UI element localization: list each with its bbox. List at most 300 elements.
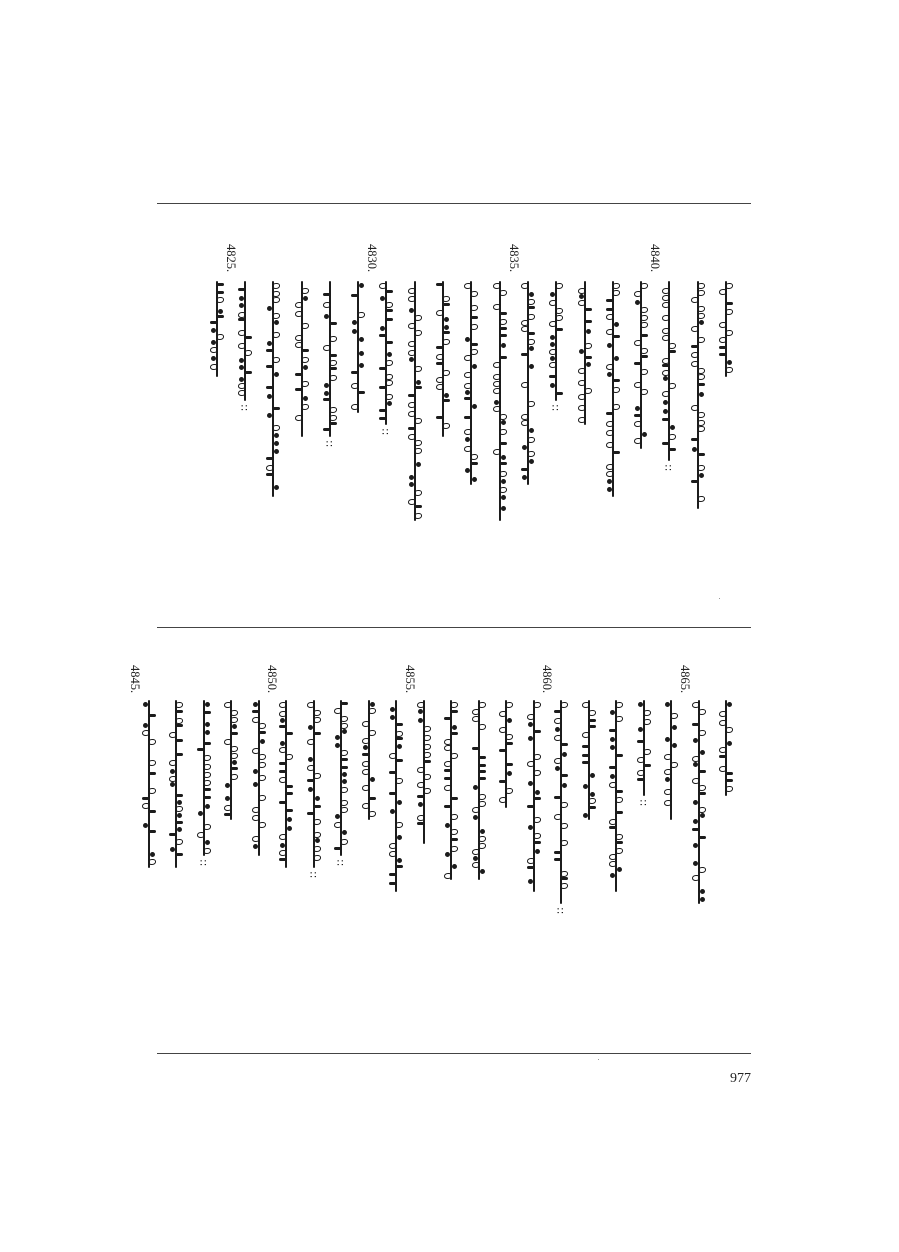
script-letter xyxy=(323,302,331,308)
script-letter xyxy=(670,762,678,768)
script-letter xyxy=(379,367,386,370)
script-letter xyxy=(176,853,183,856)
verse-line xyxy=(307,700,321,878)
script-letter xyxy=(521,420,529,426)
script-letter xyxy=(555,727,560,732)
script-letter xyxy=(218,309,223,314)
script-letter xyxy=(451,710,458,713)
script-letter xyxy=(529,346,534,351)
script-letter xyxy=(239,365,244,370)
script-glyphs xyxy=(719,700,733,796)
script-letter xyxy=(606,471,614,477)
script-letter xyxy=(499,471,507,477)
script-letter xyxy=(442,339,450,345)
script-letter xyxy=(719,720,727,726)
script-letter xyxy=(609,766,616,769)
script-letter xyxy=(245,371,252,374)
script-letter xyxy=(578,380,586,386)
script-letter xyxy=(238,383,246,389)
script-glyphs xyxy=(692,700,706,904)
verse-line xyxy=(664,700,678,820)
script-letter xyxy=(521,283,529,289)
script-letter xyxy=(480,869,485,874)
script-letter xyxy=(274,372,279,377)
script-letter xyxy=(586,362,591,367)
script-glyphs xyxy=(142,700,156,868)
verse-line xyxy=(279,700,293,868)
script-letter xyxy=(285,754,293,760)
script-letter xyxy=(725,367,733,373)
script-letter xyxy=(224,739,232,745)
script-letter xyxy=(607,343,612,348)
script-letter xyxy=(549,362,557,368)
script-letter xyxy=(329,415,337,421)
script-letter xyxy=(561,774,568,777)
script-letter xyxy=(479,764,486,767)
script-letter xyxy=(362,761,370,767)
script-letter xyxy=(225,796,230,801)
script-letter xyxy=(217,291,224,294)
script-letter xyxy=(279,858,286,861)
verse-line xyxy=(606,281,620,497)
script-letter xyxy=(359,363,364,368)
script-letter xyxy=(607,487,612,492)
script-letter xyxy=(451,797,458,800)
script-letter xyxy=(662,335,670,341)
script-letter xyxy=(224,702,232,708)
script-letter xyxy=(465,337,470,342)
script-letter xyxy=(554,735,562,741)
script-letter xyxy=(528,736,533,741)
script-letter xyxy=(260,739,265,744)
script-letter xyxy=(287,817,292,822)
script-letter xyxy=(408,434,416,440)
script-letter xyxy=(609,826,616,829)
script-letter xyxy=(442,296,450,302)
script-letter xyxy=(417,702,425,708)
verse-end-mark: :: xyxy=(379,428,393,436)
script-letter xyxy=(691,361,699,367)
script-letter xyxy=(699,792,706,795)
script-letter xyxy=(560,802,568,808)
script-letter xyxy=(533,754,541,760)
script-letter xyxy=(494,400,499,405)
script-letter xyxy=(286,732,293,735)
script-letter xyxy=(303,296,308,301)
script-letter xyxy=(307,779,314,782)
script-letter xyxy=(478,702,486,708)
verse-line xyxy=(719,281,733,377)
script-letter xyxy=(359,337,364,342)
script-letter xyxy=(612,283,620,289)
script-letter xyxy=(663,409,668,414)
verse-line xyxy=(389,700,403,892)
script-letter xyxy=(359,283,364,288)
script-letter xyxy=(307,739,315,745)
script-letter xyxy=(472,849,480,855)
script-letter xyxy=(362,803,370,809)
script-stem xyxy=(313,700,315,868)
script-letter xyxy=(149,810,156,813)
script-letter xyxy=(390,715,395,720)
script-letter xyxy=(252,748,260,754)
script-letter xyxy=(362,769,370,775)
script-letter xyxy=(614,356,619,361)
script-letter xyxy=(533,833,541,839)
script-letter xyxy=(634,414,641,417)
script-letter xyxy=(379,417,386,420)
script-letter xyxy=(443,399,450,402)
script-letter xyxy=(230,746,238,752)
script-letter xyxy=(358,391,365,394)
script-letter xyxy=(472,807,480,813)
script-letter xyxy=(176,739,183,742)
script-letter xyxy=(665,702,670,707)
script-letter xyxy=(585,356,592,359)
script-letter xyxy=(493,362,501,368)
verse-line xyxy=(351,281,365,413)
script-letter xyxy=(301,357,309,363)
script-letter xyxy=(370,702,375,707)
script-letter xyxy=(693,843,698,848)
script-letter xyxy=(423,788,431,794)
script-letter xyxy=(143,723,148,728)
script-letter xyxy=(588,710,596,716)
script-letter xyxy=(359,351,364,356)
script-letter xyxy=(478,843,486,849)
script-letter xyxy=(418,709,423,714)
script-letter xyxy=(436,283,443,286)
script-letter xyxy=(499,429,507,435)
script-letter xyxy=(204,796,211,799)
script-letter xyxy=(610,710,615,715)
script-letter xyxy=(334,847,341,850)
script-letter xyxy=(640,389,648,395)
script-letter xyxy=(409,357,414,362)
script-letter xyxy=(423,752,431,758)
script-letter xyxy=(479,777,486,780)
script-letter xyxy=(423,774,431,780)
script-letter xyxy=(609,819,617,825)
script-letter xyxy=(606,442,614,448)
script-letter xyxy=(613,335,620,338)
script-letter xyxy=(606,464,614,470)
script-letter xyxy=(370,777,375,782)
script-letter xyxy=(149,772,156,775)
script-letter xyxy=(607,372,612,377)
script-letter xyxy=(555,283,563,289)
script-letter xyxy=(204,788,211,791)
script-letter xyxy=(414,315,422,321)
script-letter xyxy=(324,314,329,319)
script-letter xyxy=(501,343,506,348)
script-letter xyxy=(699,320,704,325)
script-letter xyxy=(549,375,556,378)
script-letter xyxy=(528,306,535,309)
script-letter xyxy=(719,711,727,717)
script-letter xyxy=(450,753,458,759)
script-letter xyxy=(692,828,699,831)
script-letter xyxy=(389,851,397,857)
script-letter xyxy=(253,782,258,787)
script-letter xyxy=(609,854,617,860)
script-letter xyxy=(445,852,450,857)
script-glyphs xyxy=(521,281,535,485)
script-glyphs xyxy=(408,281,422,521)
script-letter xyxy=(615,834,623,840)
script-letter xyxy=(313,717,321,723)
script-letter xyxy=(203,772,211,778)
script-letter xyxy=(335,743,340,748)
script-letter xyxy=(560,702,568,708)
script-letter xyxy=(555,766,560,771)
script-letter xyxy=(637,770,645,776)
script-letter xyxy=(253,702,258,707)
script-letter xyxy=(295,302,303,308)
script-letter xyxy=(169,760,177,766)
verse-line xyxy=(578,281,592,425)
script-letter xyxy=(273,407,280,410)
script-letter xyxy=(424,760,431,763)
script-letter xyxy=(279,770,286,773)
script-letter xyxy=(444,769,451,772)
script-letter xyxy=(719,766,727,772)
script-letter xyxy=(272,297,280,303)
script-letter xyxy=(295,415,303,421)
script-letter xyxy=(205,840,210,845)
script-letter xyxy=(499,711,507,717)
script-letter xyxy=(697,283,705,289)
script-letter xyxy=(698,453,705,456)
script-letter xyxy=(444,717,451,720)
script-letter xyxy=(662,288,670,294)
script-letter xyxy=(444,317,449,322)
script-letter xyxy=(665,737,670,742)
verse-line xyxy=(582,700,596,820)
script-letter xyxy=(416,462,421,467)
script-letter xyxy=(329,375,337,381)
script-letter xyxy=(500,312,507,315)
script-letter xyxy=(726,772,733,775)
verse-line xyxy=(323,281,337,447)
script-letter xyxy=(473,856,478,861)
script-letter xyxy=(252,815,260,821)
script-letter xyxy=(670,713,678,719)
script-letter xyxy=(640,283,648,289)
line-number: 4835. xyxy=(507,244,521,273)
script-letter xyxy=(205,804,210,809)
script-letter xyxy=(279,702,287,708)
script-glyphs xyxy=(554,700,568,904)
line-number: 4865. xyxy=(678,665,692,694)
script-letter xyxy=(534,730,541,733)
script-letter xyxy=(529,459,534,464)
verse-line xyxy=(662,281,676,471)
script-letter xyxy=(417,815,425,821)
script-letter xyxy=(252,717,260,723)
script-letter xyxy=(197,748,204,751)
script-letter xyxy=(579,294,584,299)
script-letter xyxy=(613,451,620,454)
script-letter xyxy=(279,711,287,717)
script-letter xyxy=(613,379,620,382)
verse-line xyxy=(169,700,183,868)
script-letter xyxy=(549,349,557,355)
script-letter xyxy=(479,770,486,773)
script-letter xyxy=(668,343,676,349)
line-number: 4840. xyxy=(648,244,662,273)
script-letter xyxy=(663,376,668,381)
script-letter xyxy=(280,741,285,746)
script-letter xyxy=(450,814,458,820)
script-letter xyxy=(529,428,534,433)
script-letter xyxy=(669,350,676,353)
script-letter xyxy=(464,416,471,419)
script-letter xyxy=(464,429,472,435)
verse-end-mark: :: xyxy=(238,404,252,412)
script-letter xyxy=(307,812,314,815)
script-letter xyxy=(719,337,727,343)
script-letter xyxy=(414,440,422,446)
script-letter xyxy=(699,836,706,839)
script-letter xyxy=(700,813,705,818)
script-letter xyxy=(266,386,273,389)
script-letter xyxy=(606,421,614,427)
script-letter xyxy=(315,838,320,843)
verse-end-mark: :: xyxy=(549,404,563,412)
script-letter xyxy=(342,779,347,784)
script-letter xyxy=(698,785,706,791)
script-letter xyxy=(697,306,705,312)
script-letter xyxy=(170,847,175,852)
script-letter xyxy=(640,369,648,375)
script-letter xyxy=(556,392,563,395)
verse-line xyxy=(719,700,733,796)
script-letter xyxy=(301,381,309,387)
script-letter xyxy=(445,823,450,828)
script-letter xyxy=(204,711,211,714)
verse-line xyxy=(527,700,541,892)
script-letter xyxy=(691,326,699,332)
script-letter xyxy=(352,329,357,334)
script-letter xyxy=(725,330,733,336)
script-letter xyxy=(719,353,726,356)
script-letter xyxy=(423,744,431,750)
script-letter xyxy=(203,755,211,761)
script-letter xyxy=(616,841,623,844)
script-letter xyxy=(554,758,562,764)
script-letter xyxy=(521,382,529,388)
script-letter xyxy=(719,346,726,349)
verse-line xyxy=(692,700,706,904)
script-letter xyxy=(176,724,183,727)
script-letter xyxy=(175,702,183,708)
script-letter xyxy=(609,782,617,788)
script-letter xyxy=(670,425,675,430)
verse-line xyxy=(634,281,648,449)
script-letter xyxy=(473,815,478,820)
script-letter xyxy=(230,753,238,759)
verse-line xyxy=(142,700,156,868)
script-letter xyxy=(507,718,512,723)
script-letter xyxy=(205,702,210,707)
script-letter xyxy=(142,803,150,809)
script-letter xyxy=(149,830,156,833)
script-letter xyxy=(692,702,700,708)
script-letter xyxy=(672,725,677,730)
script-letter xyxy=(464,355,472,361)
script-letter xyxy=(442,423,450,429)
script-letter xyxy=(725,309,733,315)
script-letter xyxy=(444,873,452,879)
script-letter xyxy=(423,735,431,741)
script-letter xyxy=(397,800,402,805)
script-letter xyxy=(272,283,280,289)
script-glyphs xyxy=(527,700,541,892)
script-letter xyxy=(590,773,595,778)
script-letter xyxy=(357,312,365,318)
script-letter xyxy=(415,505,422,508)
script-letter xyxy=(662,442,669,445)
script-letter xyxy=(224,805,232,811)
script-glyphs xyxy=(197,700,211,856)
script-letter xyxy=(239,358,244,363)
script-letter xyxy=(436,346,443,349)
script-letter xyxy=(272,313,280,319)
script-letter xyxy=(493,304,501,310)
script-letter xyxy=(203,764,211,770)
script-letter xyxy=(362,738,370,744)
script-letter xyxy=(198,811,203,816)
script-letter xyxy=(451,732,458,735)
script-letter xyxy=(169,833,176,836)
script-stem xyxy=(368,700,370,820)
verse-line xyxy=(210,281,224,377)
script-letter xyxy=(272,332,280,338)
script-letter xyxy=(501,506,506,511)
script-letter xyxy=(480,829,485,834)
script-letter xyxy=(340,716,348,722)
script-letter xyxy=(323,293,330,296)
script-letter xyxy=(641,334,648,337)
script-letter xyxy=(562,783,567,788)
script-letter xyxy=(295,335,303,341)
script-glyphs xyxy=(379,281,393,425)
script-glyphs xyxy=(582,700,596,820)
script-letter xyxy=(444,745,452,751)
script-letter xyxy=(177,827,182,832)
script-letter xyxy=(205,722,210,727)
script-letter xyxy=(471,343,478,346)
script-glyphs xyxy=(444,700,458,880)
script-letter xyxy=(436,362,443,365)
script-letter xyxy=(665,777,670,782)
verse-line xyxy=(691,281,705,509)
script-letter xyxy=(634,438,642,444)
script-letter xyxy=(499,780,506,783)
script-glyphs xyxy=(279,700,293,868)
script-letter xyxy=(274,441,279,446)
script-letter xyxy=(211,340,216,345)
script-letter xyxy=(197,832,205,838)
script-letter xyxy=(444,761,452,767)
script-letter xyxy=(699,770,706,773)
script-letter xyxy=(142,797,149,800)
script-letter xyxy=(560,823,568,829)
script-letter xyxy=(560,840,568,846)
script-letter xyxy=(697,374,705,380)
script-letter xyxy=(535,849,540,854)
